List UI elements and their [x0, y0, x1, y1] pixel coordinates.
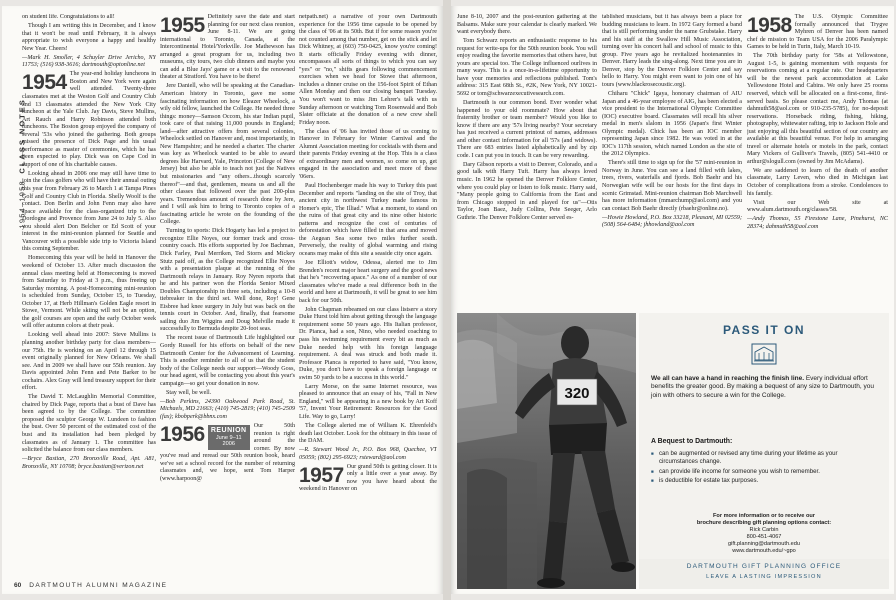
paragraph: tablished musicians, but it has always been a place for budding musicians to learn. In 1972 Gary formed a band that is still performing under the name Grubstake. Harry and his staff at the Swallow Hill Music Association, turning over his concert hall and school of music to this group. Five years ago he revitalized hootenannies in Denver. Harry leads the sing-along. Next time you are in Denver, stop by the Denver Folklore Center and say hello to Harry. You might even want to join one of his tours (www.blackrosecoustic.org).	[602, 14, 742, 88]
running-head	[8, 14, 27, 234]
ad-subheading: A Bequest to Dartmouth:	[651, 438, 733, 445]
ad-contact-web: www.dartmouth.edu/~gpo	[732, 548, 796, 554]
paragraph: John Chapman rebeamed on our class listserv a story Duke Hurst told him about getting through the language requirement some 50 years ago. His Italian professor, Dr. Pianca, had a son, Nino, who needed coaching to pass his swimming requirement every bit as much as Duke needed help with his foreign language requirement. A deal was struck and both made it. Professor Pianca is reported to have said, "You know, Duke, you don't have to speak a foreign language or swim 50 yards to be a success in this world."	[299, 306, 437, 381]
paragraph: Stay well, be well.	[166, 389, 212, 396]
page-gutter	[443, 0, 451, 600]
paragraph: Chiharu "Chick" Igaya, honorary chairman of AIU Japan and a 46-year employee of AIG, has been elected a vice president to the International Olympic Committee (IOC) executive board. Classmates will recall his silver medal in men's slalom in 1956 (Japan's first Winter Olympic medal). Chick has been an IOC member representing Japan since 1982. He was voted in at the IOC's 117th session, which named London as the site of the 2012 Olympics.	[602, 90, 742, 158]
paragraph: Visit our Web site at www.alum.dartmouth.org/classes/58.	[747, 199, 888, 214]
ad-lead-text	[651, 375, 877, 400]
paragraph: netpath.net) a narrative of your own Dartmouth experience for the 1956 time capsule to be opened by the class of '06 at its 50th. But if for some reason you're not counted among that number, get on the stick and let Dick Whitney, at (603) 750-0425, know you're coming! It starts officially Friday evening with dinner, encompasses all sorts of things to which you can say "yes" or "no," shifts gears following commencement exercises when we head for Stowe that afternoon, includes a dinner cruise on the 156-foot Spirit of Ethan Allen Monday and then our closing banquet Tuesday. You won't want to miss Jim Lehrer's talk with us Sunday afternoon or watching Tom Rosenwald and Bob Slater officiate at the donation of a new crew shell Friday noon.	[299, 14, 437, 126]
class-notes-column-6	[747, 14, 888, 306]
paragraph: Definitely save the date and start planning for our next class reunion, June 8-11. We are going international to Toronto, Canada, at the Intercontinental Hotel/Yorkville. Joe Mathewson has arranged a great program for us, including two museums, city tours, two club dinners and maybe you can add a Blue Jays' game or a visit to the renowned theater at Stratford. You have to be there!	[160, 14, 295, 81]
ad-contact-lead: For more information or to receive our	[713, 513, 815, 519]
paragraph: Paul Hochenberger made his way to Turkey this past December and reports "landing on the site of Troy, that ancient city in northwest Turkey made famous in Homer's epic, The Illiad." What a moment, to stand on the ruins of that great city and its nine other historic patterns and recognize the cost of centuries of deforestation which have filled in that area and moved the Aegean Sea some two miles further south. Perversely, the reality of global warming and rising oceans may make of this site a seaside city once again.	[299, 183, 437, 257]
reunion-badge	[208, 425, 250, 450]
runner-photo	[457, 313, 636, 589]
paragraph: Our 50th reunion is right around the corner. By now you've read and reread our 50th reunion book, heard we've set a school record for the number of returning classmates and, we hope, sent Tom Harper (www.harpoon@	[160, 422, 295, 482]
paragraph: Dartmouth is our common bond. Ever wonder what happened to your old roommate? How about that fraternity brother or team member? Would you like to know if there are any '57s living nearby? Your secretary has just received a current printout of names, addresses and other contact information for all '57s (and widows). There are 683 entries listed alphabetically and by zip code. I can put you in touch. It can be very rewarding.	[457, 100, 597, 159]
secretary-signature-1958: —Andy Thomas, 55 Firestone Lane, Pinehurst, NC 28374; dahmuth58@aol.com	[747, 216, 888, 230]
paragraph: Joe Elliott's widow, Odessa, alerted me to Jim Brenden's recent major heart surgery and the good news that he's "recovering apace." As one of a number of our classmates who've made a real difference both in the world and here at Dartmouth, it will be great to see him back for our 50th.	[299, 260, 437, 304]
paragraph: The 70th birthday party for '58s at Yellowstone, August 1-5, is gaining momentum with requests for reservations coming at a regular rate. Our headquarters will be the newest park accommodation at Lake Yellowstone Hotel and Cabins. We only have 25 rooms reserved, which will be allocated on a first-come, first-served basis. So please contact me, Andy Thomas (at dahmuth58@aol.com or 910-235-5785), for no-deposit reservations. Horseback riding, fishing, hiking, photography, whitewater rafting, trip to Jackson Hole and just enjoying all this beautiful section of our country are available at this beautiful venue. For help in arranging travel or alternate hotels or motels in the park, contact Mary Vickers of Gulliver's Travels, (805) 541-4410 or arthur@slogull.com (owned by Jim McAdams).	[747, 53, 888, 165]
paragraph: Homecoming this year will be held in Hanover the weekend of October 13. After much discussion the annual class meeting held at Homecoming is moved from Saturday to Friday at 3 p.m., thus freeing up Saturday morning. A post-Homecoming mini-reunion is scheduled from Sunday, October 15, to Tuesday, October 17, at Herb Hillman's Golden Eagle resort in Stowe, Vermont. While skiing will not be an option, the golf courses are open and the early October week will offer autumn colors at their peak.	[22, 255, 156, 330]
ad-lead-body: Every individual effort benefits the greater good. By making a bequest of any size to Dartmouth, you join with others to secure a win for the College.	[651, 375, 874, 399]
paragraph: June 8-10, 2007 and the post-reunion gathering at the Balsams. Make sure your calendar is clearly marked. We want everybody there.	[457, 14, 597, 36]
bib-number: 320	[564, 385, 590, 402]
paragraph: Looking well ahead into 2007: Steve Mullins is planning another birthday party for class members—our 75th. He is working on an April 12 through 15 event originally planned for New Orleans. We shall see. And in 2009 we shall have our 55th reunion. Jay Davis appointed John Fenn and Pete Barker to be cochairs. Alex Gray will lend treasury support for their effort.	[22, 332, 156, 392]
running-head-years: 1954–1958	[17, 180, 27, 229]
ad-bullet: ■ can provide life income for someone you wish to remember.	[651, 468, 877, 476]
ad-contact-block	[639, 513, 889, 555]
class-year-heading-1955: 1955	[160, 14, 205, 37]
intro-text: on student life. Congratulations to all!	[22, 14, 115, 20]
paragraph: The recent issue of Dartmouth Life highlighted our Gordy Russell for his efforts on behalf of the new Dartmouth Center for the Advancement of Learning. This is another reminder to all of us that the student body of the College needs our support—Woody Goss, our head agent, will be contacting you about this year's campaign—so get your donation in now.	[160, 335, 295, 387]
secretary-signature-1953: —Mark H. Smoller, 4 Schuyler Drive Jericho, NY 11753; (516) 938-3616; dartmouth@optonline.net	[22, 54, 156, 69]
ad-bullet-list	[651, 450, 877, 487]
paragraph: The year-end holiday luncheons in Boston and New York were again well attended. Twenty-three classmates met at the Weston Golf and Country Club and 13 classmates attended the New York City luncheon at the Yale Club. Jay Davis, Steve Mullins, Art Rauch and Harry Robinson attended both luncheons. The Boston group enjoyed the company of several '53s who joined the gathering. Both groups missed the presence of Dick Page and his usual performance as master of ceremonies, which he has been expected to play. Dick was on Cape Cod in support of one of his charitable causes.	[22, 71, 156, 168]
paragraph: The U.S. Olympic Committee formally announced that Trygve Myhren of Denver has been named chef de mission to Team USA for the 2006 Paralympic Games to be held in Turin, Italy, March 10-19.	[747, 14, 888, 51]
secretary-signature-1957: —Howie Howland, P.O. Box 33218, Pleasant, MI 02559; (508) 564-6484; jhhowland@aol.com	[602, 214, 742, 229]
ad-contact-name: Rick Carbin	[749, 527, 779, 533]
paragraph: There's still time to sign up for the '57 mini-reunion in Norway in June. You can see a land filled with lakes, trees, rivers, waterfalls and fjords. Bob Baehr and his Norwegian wife will be our hosts for the first days in scenic Grimstad. Mini-reunion chairman Bob Marchwell has more information (mmarchump@aol.com) and you can contact Bob Baehr directly (rbaehr@online.no).	[602, 160, 742, 212]
bequest-advertisement	[639, 313, 889, 589]
paragraph: The class of '06 has invited those of us coming to Hanover in February for Winter Carnival and the Alumni Association meeting for cocktails with them and their parents Friday evening at the Hop. This is a class of extraordinary men and women, so come on up, get engaged in the association and meet more of these '06ers.	[299, 128, 437, 180]
right-page	[451, 6, 894, 594]
magazine-name: DARTMOUTH ALUMNI MAGAZINE	[29, 582, 168, 589]
ad-bullet: ■ can be augmented or revised any time during your lifetime as your circumstances change.	[651, 450, 877, 466]
class-year-heading-1954: 1954	[22, 71, 67, 95]
ad-lead-bold: We all can have a hand in reaching the finish line.	[651, 375, 805, 382]
reunion-badge-dates: June 9–11	[215, 434, 242, 441]
paragraph: Turning to sports: Dick Hogarty has led a project to recognize Ellie Noyes, our former track and cross-country coach. His efforts supported by Joe Bachman, Dick Farley, Paul Merriken, Ted Storrs and Mickey Stutz paid off, as the College recognized Ellie Noyes with a presentation plaque at the running of the Dartmouth relays in January. Roy Nyren reports that he and his partner won the Florida Senior Mixed Doubles Championship in three sets, including a 10-8 tiebreaker in the third set. Well done, Roy! Gene Eisbree had knee surgery in July but was back on the tennis court in October. And, finally, that fearsome sailing duo Jim Wiggins and Doug Melville made it successfully to Bermuda despite 20-foot seas.	[160, 228, 295, 333]
paragraph: Looking ahead in 2006 one may still have time to join the class golfers who will have their annual outing this year from February 26 to March 1 at Tampa Pines Golf and Country Club in Florida. Shelly Woolf is the contact. Don Berlin and John Fenn may also have space available for the class-organized trip to the Dordogne and Provence from June 24 to July 5. Also you should alert Don Belcher or Ed Scott of your interest in the mini-reunion planned for Seattle and Vancouver with a possible side trip to Victoria Island this coming September.	[22, 170, 156, 253]
class-notes-column-1	[22, 14, 156, 572]
paragraph: We are saddened to learn of the death of another classmate, Larry Leven, who died in Michigan last October of complications from a stroke. Condolences to his family.	[747, 167, 888, 197]
class-notes-column-5	[602, 14, 742, 306]
paragraph: Dary Gibson reports a visit to Denver, Colorado, and a good talk with Harry Tuft. Harry has always loved music. In 1962 he opened the Denver Folklore Center, where you could play or listen to folk music. Harry said, "Many people going to California from the East and from Chicago stopped in and played for us"—Otis Taylor, Joan Baez, Judy Collins, Pete Seeger, Arlo Guthrie. The Denver Folklore Center served es-	[457, 161, 597, 221]
college-seal-icon	[751, 343, 777, 365]
ad-tagline: LEAVE A LASTING IMPRESSION	[706, 574, 822, 580]
paragraph: The College alerted me of William K. Ehrenfeld's death last October. Look for the obituary in this issue of the DAM.	[299, 422, 437, 445]
paragraph: Tom Schwarz reports an enthusiastic response to his request for write-ups for the 50th reunion book. You will enjoy reading the favorite memories that others have, but yours are special too. The College influenced ourlives in many ways. This is a once-in-a-lifetime opportunity to have your memories and reflections published. Tom's address: 315 East 68th St., #2K, New York, NY 10021-5692 or tom@schwarzexecutivesearch.com.	[457, 38, 597, 97]
ad-bullet: ■ is deductible for estate tax purposes.	[651, 477, 877, 485]
paragraph: Larry Morse, on the same Internet resource, was pleased to announce that an essay of his, "Fall in New England," will be appearing in a new book by Art Koff '57, Invent Your Retirement: Resources for the Good Life. Way to go, Larry!	[299, 383, 437, 420]
ad-contact-email: gift.planning@dartmouth.edu	[728, 541, 800, 547]
paragraph: The David T. McLaughlin Memorial Committee, chaired by Dick Page, reports that a bust of Dave has been agreed to by the College. The committee proposed the sculptor George W. Lundeen to fashion the bust. Over 50 percent of the estimated cost of the bust and its installation had been pledged by classmates as of January 1. The committee has solicited the balance from our class members.	[22, 394, 156, 454]
paragraph: Though I am writing this in December, and I know that it won't be read until February, it is always appropriate to wish everyone a happy and healthy New Year. Cheers!	[22, 23, 156, 52]
class-notes-column-4	[457, 14, 597, 306]
ad-office-name: DARTMOUTH GIFT PLANNING OFFICE	[686, 563, 842, 570]
page-footer	[14, 582, 167, 589]
secretary-signature-1955: —Bob Perkins, 24390 Oakwood Park Road, St. Michaels, MD 21663; (410) 745-2819; (410) 745-2509 (fax); kbobperk@bbnx.com	[160, 398, 295, 420]
class-notes-column-3	[299, 14, 437, 572]
reunion-badge-year: 2006	[222, 441, 235, 448]
paragraph: Jere Daniell, who will be speaking at the Canadian-American history in Toronto, gave me some fascinating information on how Eleazer Wheelock, a wily old fellow, launched the College. He needed three things: money—Samson Occom, his star Indian pupil, took care of that raising 11,000 pounds in England; land—after attractive offers from several colonies, Wheelock settled on Hanover and, most importantly, in New Hampshire; and he needed a charter. The charter was key as Wheelock wanted to be able to award degrees like Harvard, Yale, Princeton (College of New Jersey) but also be able to teach not just the Natives but missionaries and "any others...though scarcely thereof"—and that, gentlemen, means us and all the other classes that followed over the past 200-plus years. Tremendous amount of research done by Jere, and I will ask him to bring to Toronto copies of a fascinating article he wrote on the founding of the College.	[160, 83, 295, 226]
reunion-badge-title: REUNION	[210, 426, 247, 434]
paragraph: Our grand 50th is getting closer. It is only a little over a year away. By now you have heard about the weekend in Hanover on	[299, 463, 437, 493]
running-head-section: CLASS NOTES	[17, 98, 27, 174]
page-number: 60	[14, 582, 22, 589]
left-page	[2, 6, 443, 594]
class-year-heading-1958: 1958	[747, 14, 792, 37]
secretary-signature-1954: —Bryce Bastian, 270 Bronxville Road, Apt. A81, Bronxville, NY 10708; bryce.bastian@verizon.net	[22, 456, 156, 470]
ad-contact-phone: 800-451-4067	[746, 534, 782, 540]
class-year-heading-1957: 1957	[299, 463, 344, 487]
class-notes-column-2	[160, 14, 295, 572]
ad-contact-lead-2: brochure describing gift planning options contact:	[696, 520, 832, 526]
ad-title: PASS IT ON	[722, 323, 806, 337]
secretary-signature-1956: —R. Stewart Wood Jr., P.O. Box 968, Quechee, VT 05059; (802) 295-6923; rsteward@aol.com	[299, 447, 437, 461]
class-year-heading-1956: 1956	[160, 422, 205, 446]
